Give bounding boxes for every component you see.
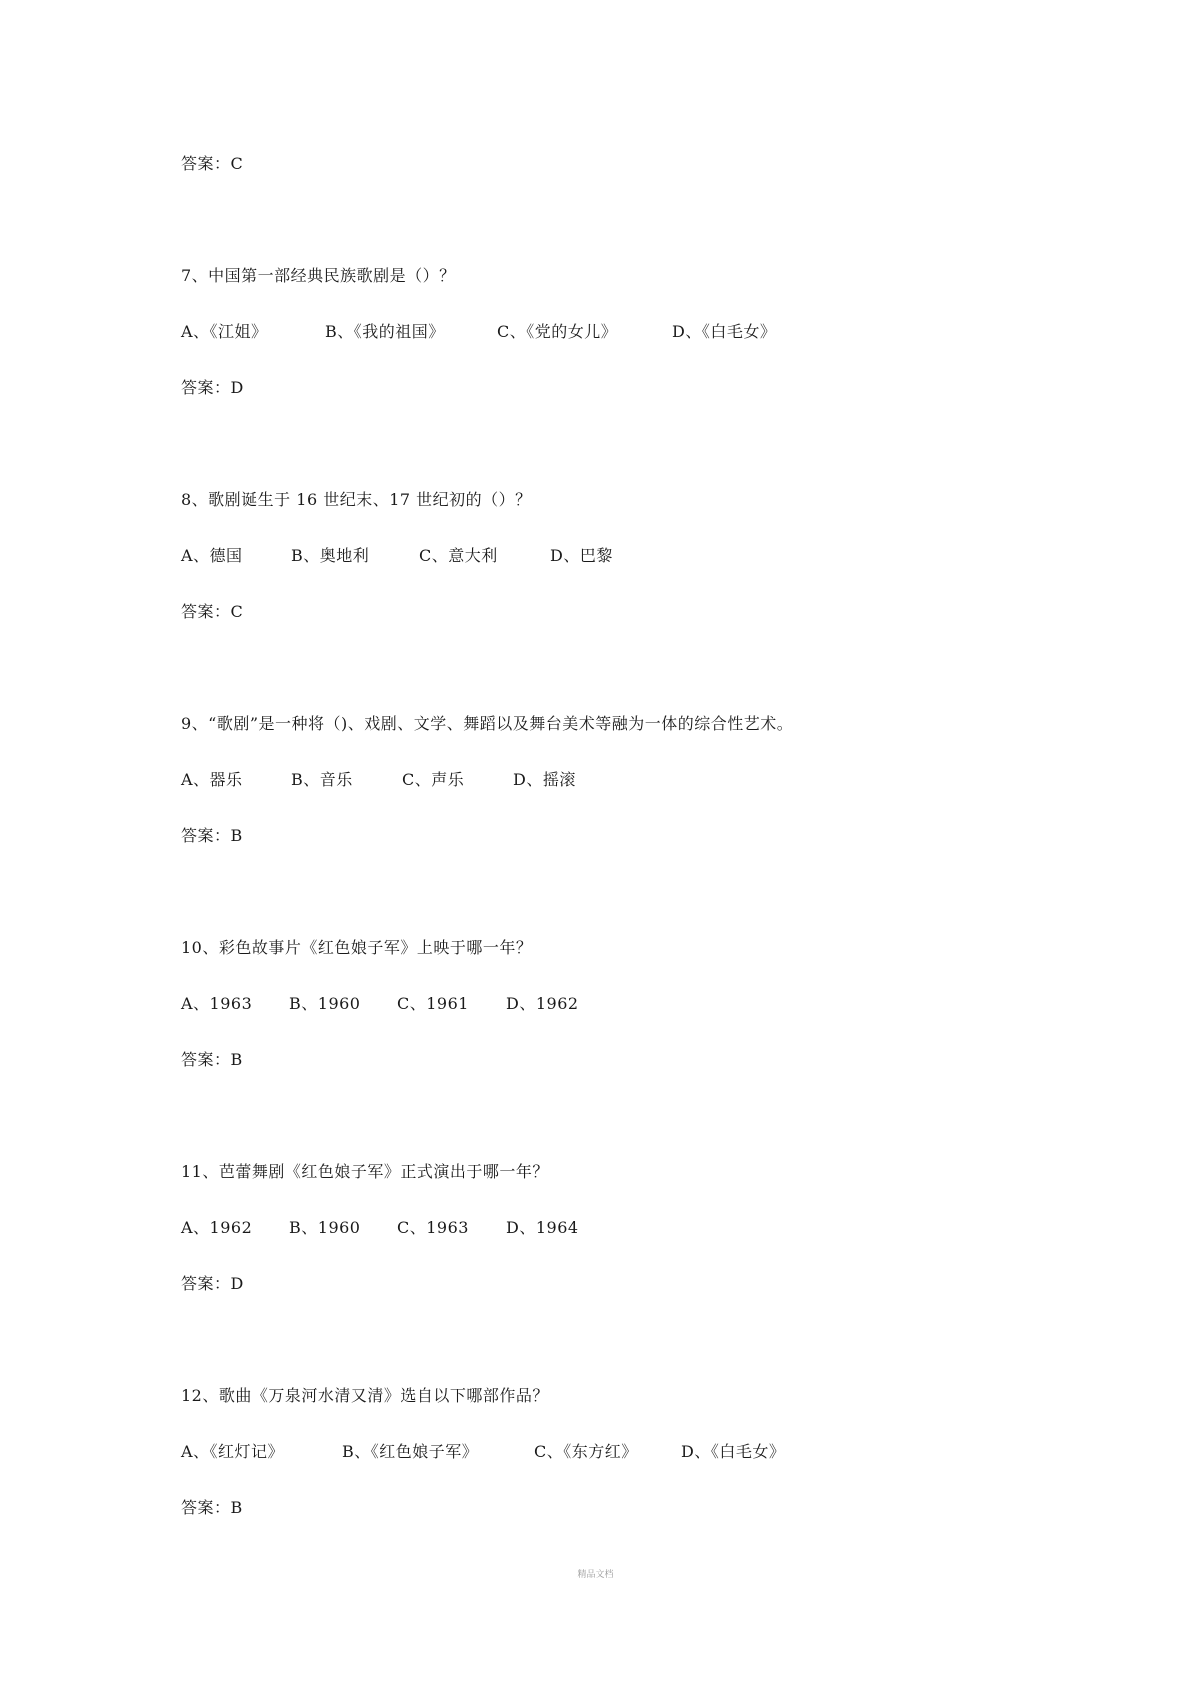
option-d: D、《白毛女》 xyxy=(681,1442,786,1461)
question-text: 12、歌曲《万泉河水清又清》选自以下哪部作品？ xyxy=(181,1386,549,1405)
answer-text: 答案：B xyxy=(181,826,243,845)
option-b: B、《红色娘子军》 xyxy=(342,1442,479,1461)
question-text: 10、彩色故事片《红色娘子军》上映于哪一年？ xyxy=(181,938,533,957)
option-c: C、声乐 xyxy=(402,770,465,789)
option-c: C、《党的女儿》 xyxy=(497,322,618,341)
question-text: 9、“歌剧”是一种将（)、戏剧、文学、舞蹈以及舞台美术等融为一体的综合性艺术。 xyxy=(181,714,794,733)
answer-text: 答案：C xyxy=(181,602,244,621)
option-c: C、1961 xyxy=(397,994,469,1013)
answer-text: 答案：D xyxy=(181,1274,244,1293)
option-a: A、《红灯记》 xyxy=(181,1442,285,1461)
answer-text: 答案：B xyxy=(181,1498,243,1517)
option-c: C、1963 xyxy=(397,1218,469,1237)
option-a: A、德国 xyxy=(181,546,243,565)
option-c: C、《东方红》 xyxy=(534,1442,638,1461)
question-text: 11、芭蕾舞剧《红色娘子军》正式演出于哪一年？ xyxy=(181,1162,549,1181)
answer-text: 答案：B xyxy=(181,1050,243,1069)
option-d: D、1962 xyxy=(506,994,579,1013)
option-d: D、巴黎 xyxy=(550,546,613,565)
option-a: A、1963 xyxy=(181,994,253,1013)
option-b: B、1960 xyxy=(289,994,361,1013)
page-footer: 精品文档 xyxy=(577,1570,614,1580)
option-b: B、音乐 xyxy=(291,770,353,789)
option-b: B、奥地利 xyxy=(291,546,370,565)
answer-text: 答案：D xyxy=(181,378,244,397)
option-d: D、《白毛女》 xyxy=(672,322,777,341)
option-b: B、1960 xyxy=(289,1218,361,1237)
option-d: D、摇滚 xyxy=(513,770,576,789)
option-c: C、意大利 xyxy=(419,546,498,565)
option-d: D、1964 xyxy=(506,1218,579,1237)
question-text: 8、歌剧诞生于 16 世纪末、17 世纪初的（）？ xyxy=(181,490,532,509)
question-text: 7、中国第一部经典民族歌剧是（）？ xyxy=(181,266,456,285)
answer-text: 答案：C xyxy=(181,154,244,173)
option-a: A、《江姐》 xyxy=(181,322,268,341)
option-b: B、《我的祖国》 xyxy=(325,322,445,341)
option-a: A、1962 xyxy=(181,1218,253,1237)
option-a: A、器乐 xyxy=(181,770,243,789)
